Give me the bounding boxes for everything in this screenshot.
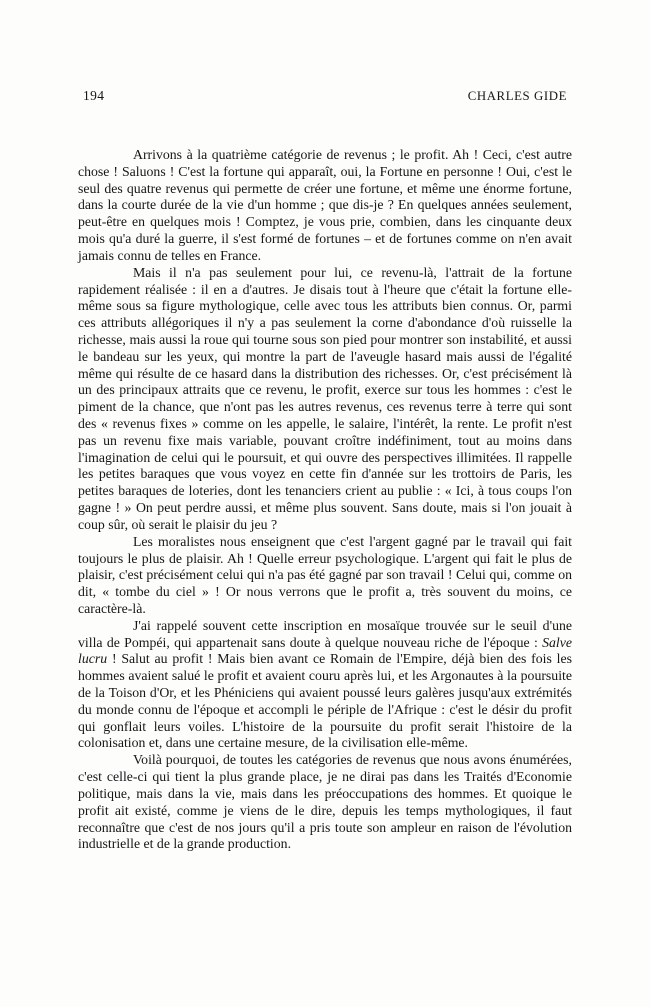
page-header bbox=[83, 88, 567, 104]
text-segment: Mais il n'a pas seulement pour lui, ce revenu-là, l'attrait de la fortune rapidement réalisée : il en a d'autres. Je disais tout à l'heure que c'était la fortune elle-même sous sa figure mythologique, celle avec tous les attributs bien connus. Or, parmi ces attributs allégoriques il n'y a pas seulement la corne d'abondance d'où ruisselle la richesse, mais aussi la roue qui tourne sous son pied pour montrer son instabilité, et aussi le bandeau sur les yeux, qui montre la part de l'aveugle hasard mais aussi de l'égalité même qui résulte de ce hasard dans la distribution des richesses. Or, c'est précisément là un des principaux attraits que ce revenu, le profit, exerce sur tous les hommes : c'est le piment de la chance, que n'ont pas les autres revenus, ces revenus terre à terre qui sont des « revenus fixes » comme on les appelle, le salaire, l'intérêt, la rente. Le profit n'est pas un revenu fixe mais variable, pouvant croître indéfiniment, tout au moins dans l'imagination de celui qui le poursuit, et qui ouvre des perspectives illimitées. Il rappelle les petites baraques que vous voyez en cette fin d'année sur les trottoirs de Paris, les petites baraques de loteries, dont les tenanciers crient au publie : « Ici, à tous coups l'on gagne ! » On peut perdre aussi, et même plus souvent. Sans doute, mais si l'on jouait à coup sûr, où serait le plaisir du jeu ? bbox=[78, 264, 572, 532]
paragraph-5 bbox=[78, 752, 572, 853]
page-body bbox=[78, 147, 572, 853]
paragraph-4 bbox=[78, 618, 572, 753]
text-segment: J'ai rappelé souvent cette inscription en mosaïque trouvée sur le seuil d'une villa de Pompéi, qui appartenait sans doute à quelque nouveau riche de l'époque : bbox=[78, 617, 572, 650]
paragraph-1 bbox=[78, 147, 572, 265]
page-number: 194 bbox=[83, 88, 105, 103]
running-title: CHARLES GIDE bbox=[467, 89, 567, 103]
italic-phrase: Salve lucru bbox=[78, 634, 572, 667]
text-segment: Arrivons à la quatrième catégorie de revenus ; le profit. Ah ! Ceci, c'est autre chose ! Saluons ! C'est la fortune qui apparaît, oui, la Fortune en personne ! Oui, c'est le seul des quatre revenus qui permette de créer une fortune, et même une énorme fortune, dans la courte durée de la vie d'un homme ; que dis-je ? En quelques années seulement, peut-être en quelques mois ! Comptez, je vous prie, combien, dans les cinquante deux mois qu'a duré la guerre, il s'est formé de fortunes – et de fortunes comme on n'en avait jamais connu de telles en France. bbox=[78, 147, 572, 263]
paragraph-2 bbox=[78, 265, 572, 534]
text-segment: Les moralistes nous enseignent que c'est l'argent gagné par le travail qui fait toujours le plus de plaisir. Ah ! Quelle erreur psychologique. L'argent qui fait le plus de plaisir, c'est précisément celui qui n'a pas été gagné par son travail ! Celui qui, comme on dit, « tombe du ciel » ! Or nous verrons que le profit a, très souvent du moins, ce caractère-là. bbox=[78, 533, 572, 616]
paragraph-3 bbox=[78, 534, 572, 618]
text-segment: ! Salut au profit ! Mais bien avant ce Romain de l'Empire, déjà bien des fois les hommes avaient salué le profit et avaient couru après lui, et les Argonautes à la poursuite de la Toison d'Or, et les Phéniciens qui avaient poussé leurs galères jusqu'aux extrémités du monde connu de l'époque et accompli le périple de l'Afrique : c'est le désir du profit qui gonflait leurs voiles. L'histoire de la poursuite du profit serait l'histoire de la colonisation et, dans une certaine mesure, de la civilisation elle-même. bbox=[78, 651, 572, 751]
text-segment: Voilà pourquoi, de toutes les catégories de revenus que nous avons énumérées, c'est celle-ci qui tient la plus grande place, je ne dirai pas dans les Traités d'Economie politique, mais dans la vie, mais dans les préoccupations des hommes. Et quoique le profit ait existé, comme je viens de le dire, depuis les temps mythologiques, il faut reconnaître que c'est de nos jours qu'il a pris toute son ampleur en raison de l'évolution industrielle et de la grande production. bbox=[78, 752, 572, 852]
